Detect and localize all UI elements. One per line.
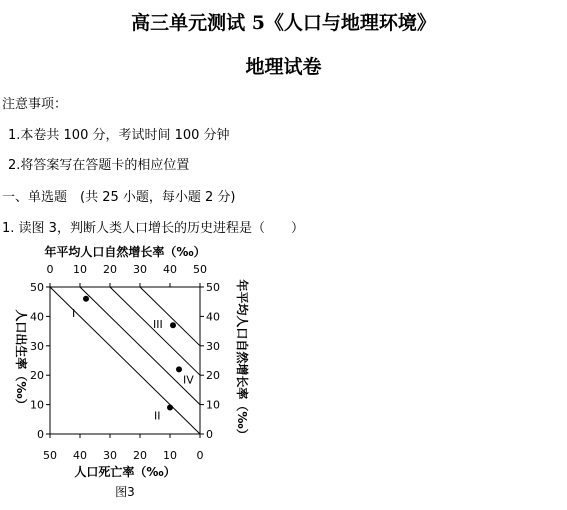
stage-point	[167, 405, 173, 411]
population-growth-figure	[0, 240, 260, 508]
right-tick-label: 0	[206, 428, 213, 441]
document-subtitle: 地理试卷	[245, 56, 322, 78]
bottom-tick-label: 0	[196, 449, 204, 462]
left-tick-label: 40	[30, 310, 44, 324]
top-tick-label: 10	[73, 263, 87, 276]
right-tick-label: 40	[206, 310, 220, 324]
growth-rate-line	[80, 287, 200, 405]
stage-label: IV	[183, 373, 194, 387]
right-tick-label: 10	[206, 398, 220, 412]
left-tick-label: 20	[30, 369, 44, 383]
bottom-axis-label: 人口死亡率（‰）	[74, 465, 176, 479]
notice-heading: 注意事项：	[2, 97, 68, 112]
left-ticks	[30, 281, 50, 441]
stage-label: I	[72, 306, 76, 320]
document-title: 高三单元测试 5《人口与地理环境》	[131, 12, 436, 34]
top-tick-label: 50	[193, 263, 207, 276]
figure-caption: 图3	[115, 485, 135, 499]
left-axis-label: 人口出生率（‰）	[14, 309, 28, 411]
bottom-tick-label: 10	[163, 449, 177, 462]
top-tick-label: 40	[163, 263, 177, 276]
bottom-tick-label: 50	[43, 449, 57, 462]
top-tick-label: 20	[103, 263, 117, 276]
left-tick-label: 10	[30, 398, 44, 412]
notice-item: 1.本卷共 100 分，考试时间 100 分钟	[8, 128, 230, 143]
right-ticks	[200, 281, 220, 441]
stage-label: III	[153, 318, 163, 332]
right-tick-label: 50	[206, 281, 220, 294]
stage-label: II	[154, 409, 161, 423]
right-tick-label: 20	[206, 369, 220, 383]
stage-point	[176, 366, 182, 372]
growth-rate-line	[140, 287, 200, 346]
bottom-ticks	[43, 434, 204, 462]
top-tick-label: 0	[46, 263, 54, 276]
top-tick-label: 30	[133, 263, 147, 276]
right-axis-label: 年平均人口自然增长率（‰）	[235, 279, 249, 441]
notice-item: 2.将答案写在答题卡的相应位置	[8, 158, 190, 173]
data-points	[72, 296, 194, 423]
stage-point	[170, 322, 176, 328]
top-ticks	[47, 263, 208, 287]
bottom-tick-label: 20	[133, 449, 147, 462]
top-axis-label: 年平均人口自然增长率（‰）	[44, 245, 206, 259]
bottom-tick-label: 30	[103, 449, 117, 462]
stage-point	[83, 296, 89, 302]
left-tick-label: 0	[37, 428, 44, 441]
left-tick-label: 50	[30, 281, 44, 294]
left-tick-label: 30	[30, 339, 44, 353]
question-text: 1. 读图 3，判断人类人口增长的历史进程是（ ）	[2, 221, 304, 236]
right-tick-label: 30	[206, 339, 220, 353]
bottom-tick-label: 40	[73, 449, 87, 462]
section-heading: 一、单选题 (共 25 小题，每小题 2 分)	[2, 190, 236, 205]
